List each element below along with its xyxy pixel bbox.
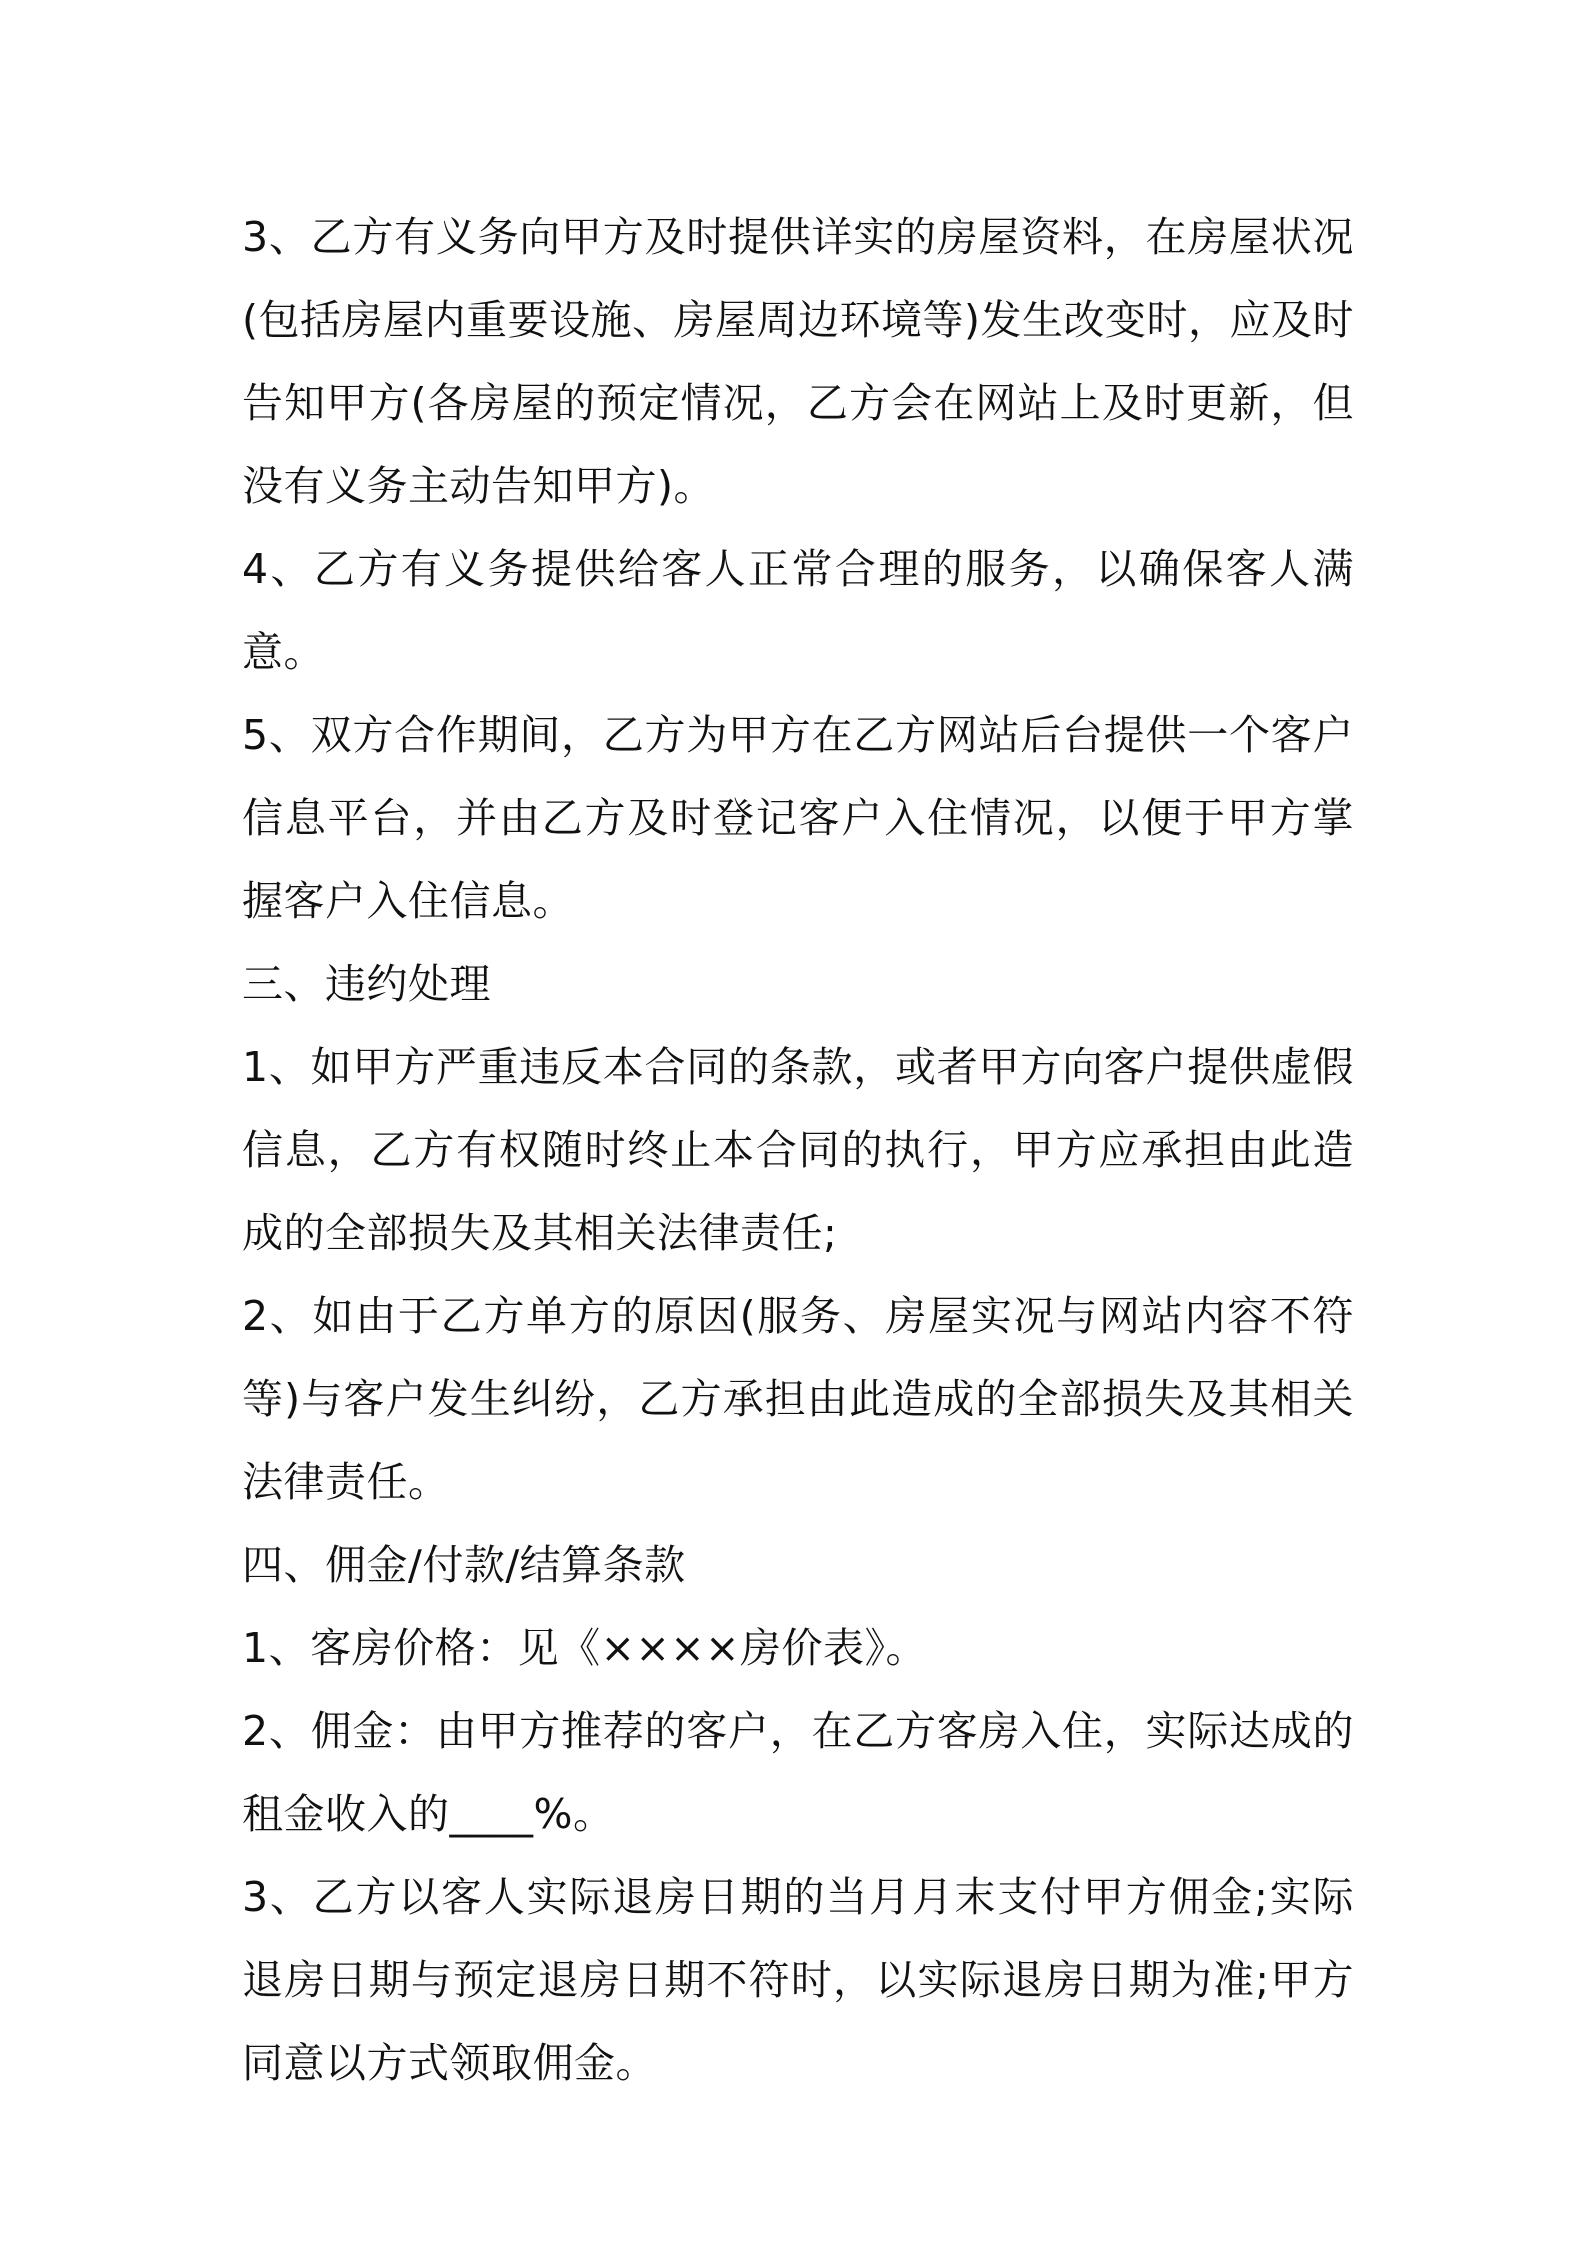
clause-3-2: 2、如由于乙方单方的原因(服务、房屋实况与网站内容不符等)与客户发生纠纷，乙方承担由此造成的全部损失及其相关法律责任。 <box>242 1292 1354 1506</box>
clause-4-2: 2、佣金：由甲方推荐的客户，在乙方客房入住，实际达成的租金收入的____%。 <box>242 1707 1354 1838</box>
clause-4-1: 1、客房价格：见《××××房价表》。 <box>242 1624 927 1672</box>
clause-2-4: 4、乙方有义务提供给客人正常合理的服务，以确保客人满意。 <box>242 545 1354 676</box>
clause-3-1: 1、如甲方严重违反本合同的条款，或者甲方向客户提供虚假信息，乙方有权随时终止本合同的执行，甲方应承担由此造成的全部损失及其相关法律责任; <box>242 1043 1354 1257</box>
document-body <box>242 196 1354 2105</box>
section-heading-commission: 四、佣金/付款/结算条款 <box>242 1541 686 1589</box>
clause-2-5: 5、双方合作期间，乙方为甲方在乙方网站后台提供一个客户信息平台，并由乙方及时登记客户入住情况，以便于甲方掌握客户入住信息。 <box>242 711 1354 925</box>
clause-4-3: 3、乙方以客人实际退房日期的当月月末支付甲方佣金;实际退房日期与预定退房日期不符时，以实际退房日期为准;甲方同意以方式领取佣金。 <box>242 1873 1354 2087</box>
section-heading-breach: 三、违约处理 <box>242 960 491 1008</box>
clause-2-3: 3、乙方有义务向甲方及时提供详实的房屋资料，在房屋状况(包括房屋内重要设施、房屋周边环境等)发生改变时，应及时告知甲方(各房屋的预定情况，乙方会在网站上及时更新，但没有义务主动告知甲方)。 <box>242 213 1354 510</box>
